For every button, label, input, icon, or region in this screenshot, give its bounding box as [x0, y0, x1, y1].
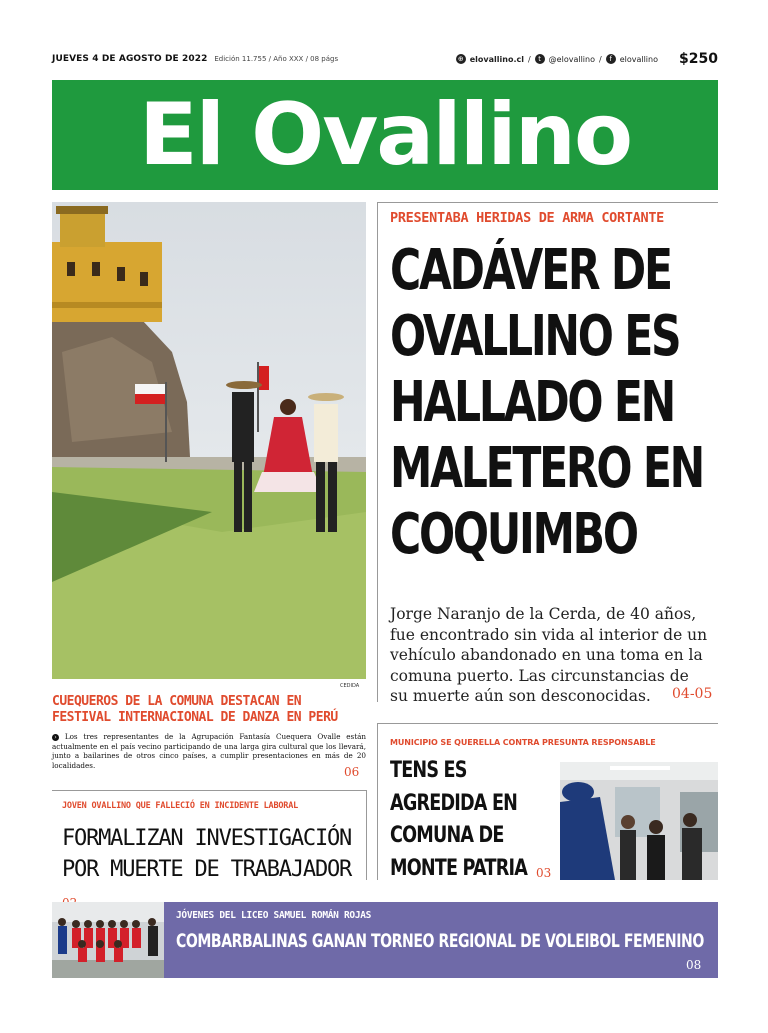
- left-bottom-kicker: JOVEN OVALLINO QUE FALLECIÓ EN INCIDENTE LABORAL: [62, 801, 299, 811]
- top-bar: [52, 51, 718, 72]
- issue-date: JUEVES 4 DE AGOSTO DE 2022: [52, 54, 208, 64]
- divider: [378, 723, 718, 724]
- divider: [378, 202, 718, 203]
- website-link[interactable]: elovallino.cl: [469, 54, 524, 64]
- twitter-handle[interactable]: @elovallino: [548, 54, 595, 64]
- banner-kicker: JÓVENES DEL LICEO SAMUEL ROMÁN ROJAS: [176, 910, 372, 921]
- photo-credit: CEDIDA: [340, 683, 360, 689]
- page-reference: 04-05: [672, 686, 713, 702]
- divider: [52, 790, 366, 791]
- newspaper-logo: El Ovallino: [138, 85, 632, 185]
- page-reference: 06: [344, 765, 360, 779]
- main-lede: Jorge Naranjo de la Cerda, de 40 años, fue encontrado sin vida al interior de un vehículo abandonado en una toma en la comuna puerto. Las circunstancias de su muerte aún son desconocidas.: [390, 605, 708, 705]
- page-reference: 03: [536, 866, 552, 880]
- edition-info: Edición 11.755 / Año XXX / 08 págs: [214, 55, 339, 63]
- masthead: [52, 80, 718, 190]
- main-kicker: PRESENTABA HERIDAS DE ARMA CORTANTE: [390, 210, 664, 226]
- social-links: ⊕ elovallino.cl / t @elovallino / f elovallino: [456, 54, 658, 64]
- volleyball-team-photo: [52, 902, 164, 978]
- left-story-headline[interactable]: CUEQUEROS DE LA COMUNA DESTACAN EN FESTIVAL INTERNACIONAL DE DANZA EN PERÚ: [52, 694, 338, 725]
- banner-headline: COMBARBALINAS GANAN TORNEO REGIONAL DE VOLEIBOL FEMENINO: [176, 930, 704, 952]
- left-bottom-headline[interactable]: FORMALIZAN INVESTIGACIÓN POR MUERTE DE TRABAJADOR: [62, 823, 362, 919]
- divider: [377, 723, 378, 880]
- arrow-icon: ›: [52, 734, 59, 741]
- main-headline[interactable]: CADÁVER DE OVALLINO ES HALLADO EN MALETERO EN COQUIMBO: [390, 238, 703, 567]
- column-divider: [377, 202, 378, 702]
- page-reference: 08: [686, 958, 702, 972]
- twitter-icon: t: [535, 54, 545, 64]
- globe-icon: ⊕: [456, 54, 466, 64]
- divider: [366, 790, 367, 880]
- facebook-handle[interactable]: elovallino: [619, 54, 658, 64]
- facebook-icon: f: [606, 54, 616, 64]
- price: $250: [679, 51, 718, 67]
- clinic-photo: [560, 762, 718, 880]
- left-story-body: › Los tres representantes de la Agrupación Fantasía Cuequera Ovalle están actualmente en el país vecino participando de una larga gira cultural que los llevará, junto a bailarines de otros cinco países, a cumplir presentaciones en más de 20 localidades.: [52, 732, 366, 770]
- right-bottom-kicker: MUNICIPIO SE QUERELLA CONTRA PRESUNTA RESPONSABLE: [390, 738, 656, 747]
- right-bottom-headline[interactable]: TENS ES AGREDIDA EN COMUNA DE MONTE PATRIA: [390, 758, 528, 881]
- dancers-photo: [52, 202, 366, 679]
